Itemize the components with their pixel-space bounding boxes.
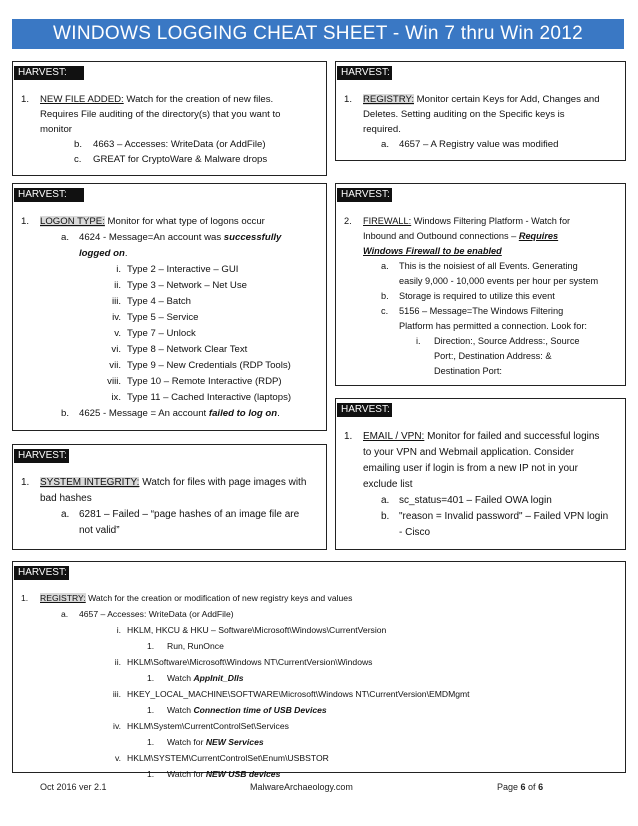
registry-key-item: i. HKLM, HKCU & HKU – Software\Microsoft\Windows\CurrentVersion [116,625,387,635]
harvest-box-registry-keys: HARVEST: 1. REGISTRY: Monitor certain Keys for Add, Changes and Deletes. Setting auditing on the Specific keys is required. a. 4657 – A Registry value was modified [335,61,626,161]
footer-version: Oct 2016 ver 2.1 [40,782,107,792]
harvest-header: HARVEST: [14,188,84,202]
logon-type-item: iv. Type 5 – Service [112,312,199,323]
logon-type-item: ix. Type 11 – Cached Interactive (laptops) [111,392,292,403]
logon-type-item: iii. Type 4 – Batch [111,296,191,307]
logon-type-item: v. Type 7 – Unlock [114,328,196,339]
registry-key-subitem: 1. Watch for NEW USB devices [147,769,281,779]
harvest-box-logon-type: HARVEST: 1. LOGON TYPE: Monitor for what type of logons occur a. 4624 - Message=An account was successfully logged on. i. Type 2 – Interactive – GUI ii. Type 3 – Network – Net Use iii. Type 4 – Batch iv. Type 5 – Service v. Type 7 – Unlock vi. Type 8 – Network Clear Text vii. Type 9 – New Credentials (RDP Tools) viii. Type 10 – Remote Interactive (RDP) ix. Type 11 – Cached Interactive (laptops) b. 4625 - Message = An account failed to log on. [12,183,327,431]
harvest-box-firewall: HARVEST: 2. FIREWALL: Windows Filtering Platform - Watch for Inbound and Outbound connections – Requires Windows Firewall to be enabled a. This is the noisiest of all Events. Generating easily 9,000 - 10,000 events per hour per system b. Storage is required to utilize this event c. 5156 – Message=The Windows Filtering Platform has permitted a connection. Look for: i. Direction:, Source Address:, Source Port:, Destination Address: & Destination Port: [335,183,626,386]
registry-key-item: iii. HKEY_LOCAL_MACHINE\SOFTWARE\Microsoft\Windows NT\CurrentVersion\EMDMgmt [112,689,470,699]
harvest-header: HARVEST: [14,449,69,463]
registry-key-item: iv. HKLM\System\CurrentControlSet\Services [113,721,289,731]
harvest-box-registry-creation: HARVEST: 1. REGISTRY: Watch for the creation or modification of new registry keys and values a. 4657 – Accesses: WriteData (or AddFile) i. HKLM, HKCU & HKU – Software\Microsoft\Windows\CurrentVersion 1. Run, RunOnce ii. HKLM\Software\Microsoft\Windows NT\CurrentVersion\Windows 1. Watch AppInit_Dlls iii. HKEY_LOCAL_MACHINE\SOFTWARE\Microsoft\Windows NT\CurrentVersion\EMDMgmt 1. Watch Connection time of USB Devices iv. HKLM\System\CurrentControlSet\Services 1. Watch for NEW Services v. HKLM\SYSTEM\CurrentControlSet\Enum\USBSTOR 1. Watch for NEW USB devices [12,561,626,773]
footer-website: MalwareArchaeology.com [250,782,353,792]
logon-type-list [13,262,326,406]
logon-type-item: vi. Type 8 – Network Clear Text [111,344,248,355]
logon-type-item: viii. Type 10 – Remote Interactive (RDP) [107,376,282,387]
logon-type-item: ii. Type 3 – Network – Net Use [114,280,247,291]
harvest-header: HARVEST: [337,66,392,80]
registry-key-list [13,622,625,782]
logon-type-item: i. Type 2 – Interactive – GUI [116,264,239,275]
page-title: WINDOWS LOGGING CHEAT SHEET - Win 7 thru Win 2012 [12,19,624,49]
logon-type-item: vii. Type 9 – New Credentials (RDP Tools) [109,360,291,371]
harvest-header: HARVEST: [337,403,392,417]
harvest-header: HARVEST: [14,566,69,580]
harvest-header: HARVEST: [14,66,84,80]
harvest-box-new-file: HARVEST: 1. NEW FILE ADDED: Watch for the creation of new files. Requires File auditing of the directory(s) that you want to monitor b. 4663 – Accesses: WriteData (or AddFile) c. GREAT for CryptoWare & Malware drops [12,61,327,176]
registry-key-item: v. HKLM\SYSTEM\CurrentControlSet\Enum\USBSTOR [114,753,329,763]
registry-key-subitem: 1. Run, RunOnce [147,641,224,651]
registry-key-item: ii. HKLM\Software\Microsoft\Windows NT\CurrentVersion\Windows [114,657,373,667]
registry-key-subitem: 1. Watch AppInit_Dlls [147,673,244,683]
registry-key-subitem: 1. Watch for NEW Services [147,737,264,747]
footer-page-number: Page 6 of 6 [497,782,544,792]
harvest-header: HARVEST: [337,188,392,202]
harvest-box-email-vpn: HARVEST: 1. EMAIL / VPN: Monitor for failed and successful logins to your VPN and Webmail application. Consider emailing user if login is from a new IP not in your exclude list a. sc_status=401 – Failed OWA login b. "reason = Invalid password" – Failed VPN login - Cisco [335,398,626,550]
harvest-box-system-integrity: HARVEST: 1. SYSTEM INTEGRITY: Watch for files with page images with bad hashes a. 6281 – Failed – “page hashes of an image file are not valid” [12,444,327,550]
registry-key-subitem: 1. Watch Connection time of USB Devices [147,705,327,715]
